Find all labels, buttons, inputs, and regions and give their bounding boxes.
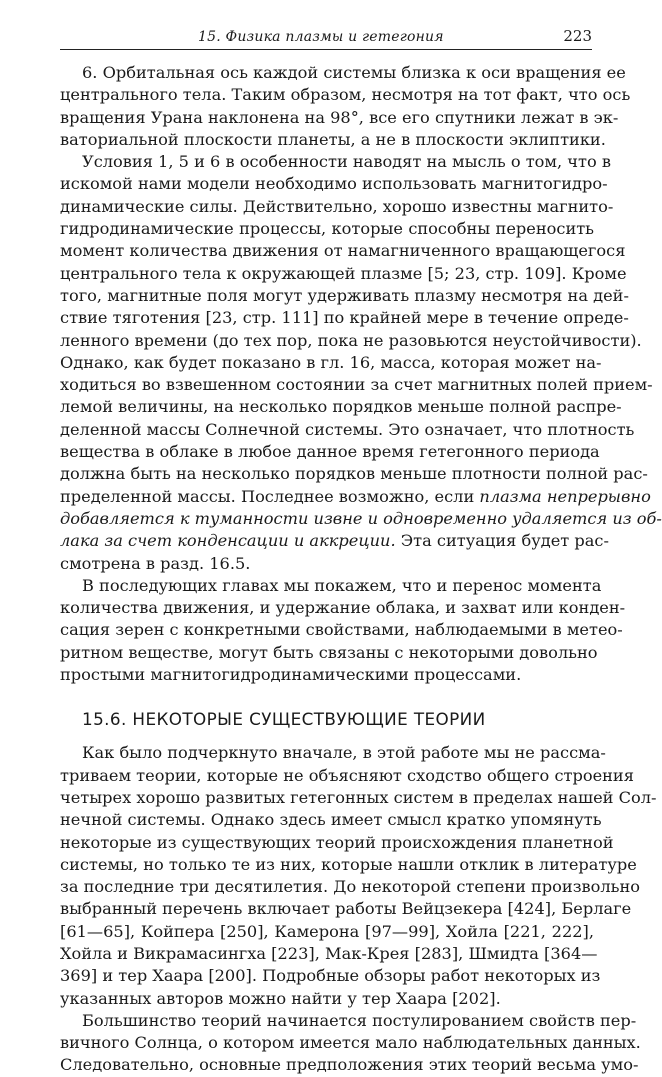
text-line: Как было подчеркнуто вначале, в этой работе мы не рассма-: [82, 743, 606, 763]
text-line: нечной системы. Однако здесь имеет смысл кратко упомянуть: [60, 810, 602, 830]
text-line: ствие тяготения [23, стр. 111] по крайней мере в течение опреде-: [60, 308, 629, 328]
text-line: Хойла и Викрамасингха [223], Мак-Крея [283], Шмидта [364—: [60, 943, 598, 963]
page-number: 223: [563, 27, 592, 45]
text-line: простыми магнитогидродинамическими процессами.: [60, 665, 522, 685]
paragraph-condition-6: [60, 62, 631, 151]
text-line: количества движения, и удержание облака, и захват или конден-: [60, 598, 626, 618]
text-line: 369] и тер Хаара [200]. Подробные обзоры работ некоторых из: [60, 966, 601, 986]
text-line: момент количества движения от намагниченного вращающегося: [60, 241, 626, 261]
text-line: деленной массы Солнечной системы. Это означает, что плотность: [60, 419, 635, 439]
text-line: некоторые из существующих теорий происхождения планетной: [60, 832, 614, 852]
text-line: за последние три десятилетия. До некоторой степени произвольно: [60, 877, 641, 897]
text-line: должна быть на несколько порядков меньше плотности полной рас-: [60, 464, 648, 484]
text-line: ритном веществе, могут быть связаны с некоторыми довольно: [60, 642, 598, 662]
text-line: центрального тела к окружающей плазме [5; 23, стр. 109]. Кроме: [60, 263, 627, 283]
text-line: указанных авторов можно найти у тер Хаара [202].: [60, 988, 501, 1008]
text-line: сация зерен с конкретными свойствами, наблюдаемыми в метео-: [60, 620, 623, 640]
paragraph-following-chapters: [60, 575, 626, 686]
text-line: Однако, как будет показано в гл. 16, масса, которая может на-: [60, 352, 602, 372]
paragraph-existing-theories: [60, 742, 657, 1010]
paragraph-magnetohydrodynamics: [60, 151, 662, 575]
text-line: лака за счет конденсации и аккреции. Эта ситуация будет рас-: [60, 531, 609, 551]
section-title: 15.6. НЕКОТОРЫЕ СУЩЕСТВУЮЩИЕ ТЕОРИИ: [82, 709, 486, 730]
text-line: искомой нами модели необходимо использовать магнитогидро-: [60, 174, 608, 194]
page-body: [60, 62, 662, 1077]
text-line-italic: добавляется к туманности извне и одновременно удаляется из об-: [60, 508, 662, 528]
text-line: пределенной массы. Последнее возможно, если плазма непрерывно: [60, 486, 651, 506]
page-header: [60, 27, 592, 50]
text-line: вичного Солнца, о котором имеется мало наблюдательных данных.: [60, 1033, 641, 1053]
text-line: Следовательно, основные предположения этих теорий весьма умо-: [60, 1055, 639, 1075]
text-line: Условия 1, 5 и 6 в особенности наводят на мысль о том, что в: [82, 152, 611, 172]
paragraph-primordial-sun: [60, 1010, 641, 1077]
running-head: 15. Физика плазмы и гетегония: [198, 29, 444, 45]
text-line: лемой величины, на несколько порядков меньше полной распре-: [60, 397, 622, 417]
text-line: вращения Урана наклонена на 98°, все его спутники лежат в эк-: [60, 107, 619, 127]
text-line: выбранный перечень включает работы Вейцзекера [424], Берлаге: [60, 899, 632, 919]
text-line: вещества в облаке в любое данное время гетегонного периода: [60, 442, 600, 462]
text-line: четырех хорошо развитых гетегонных систем в пределах нашей Сол-: [60, 787, 657, 807]
text-line: ваториальной плоскости планеты, а не в плоскости эклиптики.: [60, 129, 606, 149]
text-line: гидродинамические процессы, которые способны переносить: [60, 219, 594, 239]
text-line: центрального тела. Таким образом, несмотря на тот факт, что ось: [60, 85, 631, 105]
text-line: Большинство теорий начинается постулированием свойств пер-: [82, 1010, 637, 1030]
text-line: ходиться во взвешенном состоянии за счет магнитных полей прием-: [60, 375, 653, 395]
text-line: динамические силы. Действительно, хорошо известны магнито-: [60, 196, 614, 216]
text-line: системы, но только те из них, которые нашли отклик в литературе: [60, 854, 637, 874]
text-line: триваем теории, которые не объясняют сходство общего строения: [60, 765, 634, 785]
text-line: ленного времени (до тех пор, пока не разовьются неустойчивости).: [60, 330, 642, 350]
text-line: того, магнитные поля могут удерживать плазму несмотря на дей-: [60, 285, 629, 305]
text-line: 6. Орбитальная ось каждой системы близка к оси вращения ее: [82, 63, 626, 82]
text-line: [61—65], Койпера [250], Камерона [97—99], Хойла [221, 222],: [60, 921, 594, 941]
text-line: В последующих главах мы покажем, что и перенос момента: [82, 575, 602, 595]
text-line: смотрена в разд. 16.5.: [60, 553, 251, 573]
